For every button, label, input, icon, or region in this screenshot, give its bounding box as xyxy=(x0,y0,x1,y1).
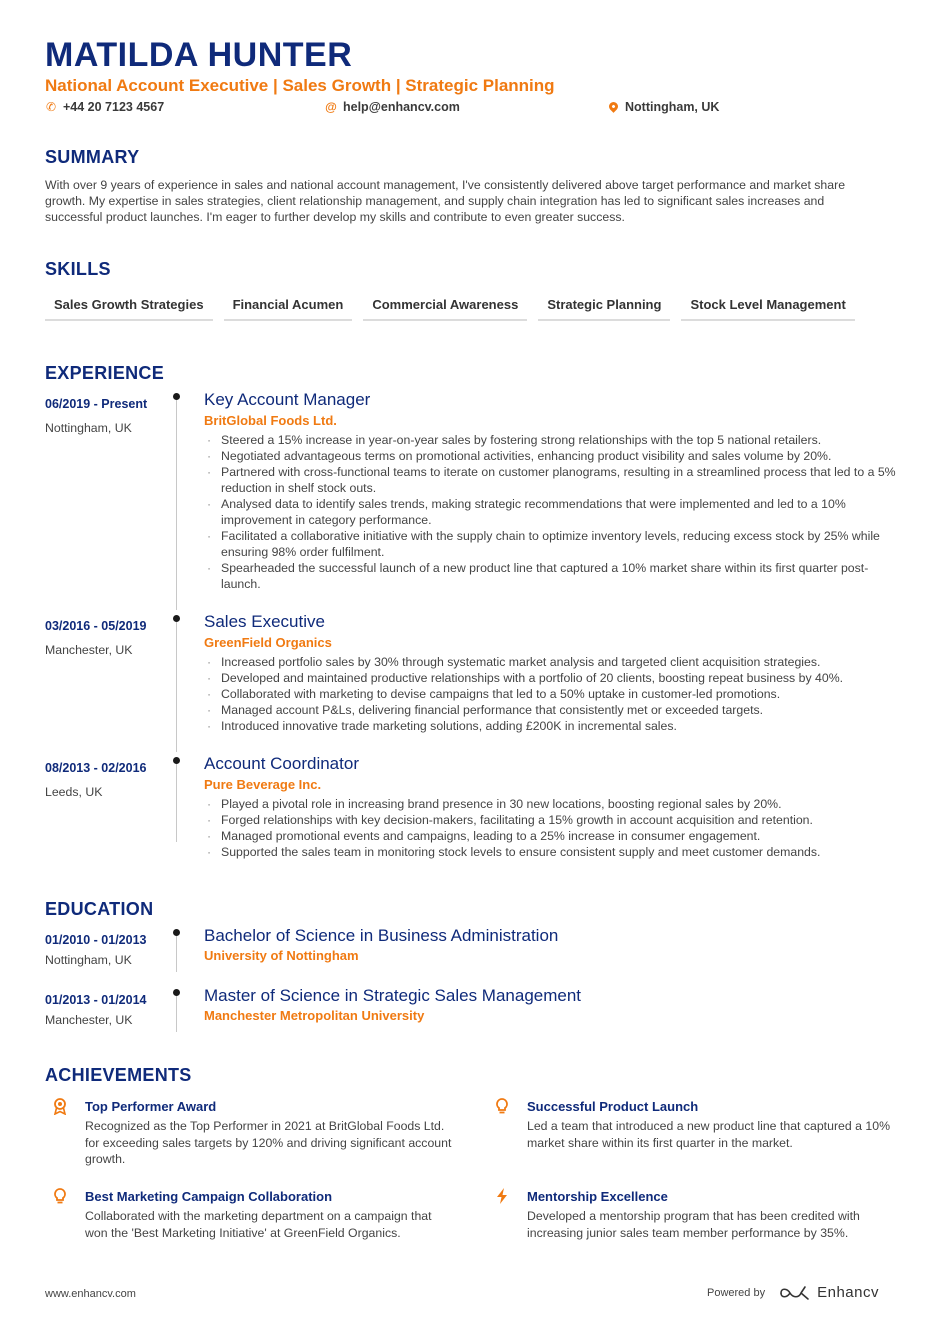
skill-tag: Strategic Planning xyxy=(538,291,670,321)
bullet-item: · Managed promotional events and campaigns, leading to a 25% increase in consumer engagement. xyxy=(204,828,899,844)
experience-body xyxy=(204,753,899,860)
experience-body xyxy=(204,611,899,734)
bullet-item: · Managed account P&Ls, delivering financial performance that consistently met or exceeded targets. xyxy=(204,702,899,718)
timeline-line xyxy=(176,996,177,1032)
bullet-item: · Supported the sales team in monitoring stock levels to ensure consistent supply and meet customer demands. xyxy=(204,844,899,860)
bullet-item: · Spearheaded the successful launch of a new product line that captured a 10% market share within its first quarter post-launch. xyxy=(204,560,899,592)
education-date: 01/2010 - 01/2013 xyxy=(45,933,147,947)
experience-company: BritGlobal Foods Ltd. xyxy=(204,413,337,428)
bullet-item: · Steered a 15% increase in year-on-year sales by fostering strong relationships with the top 5 national retailers. xyxy=(204,432,899,448)
experience-date: 03/2016 - 05/2019 xyxy=(45,619,147,633)
education-degree: Bachelor of Science in Business Administration xyxy=(204,926,559,945)
footer-website-link[interactable]: www.enhancv.com xyxy=(45,1288,136,1300)
skill-tag: Commercial Awareness xyxy=(363,291,527,321)
achievement-title: Successful Product Launch xyxy=(527,1099,699,1114)
bullet-item: · Forged relationships with key decision-makers, facilitating a 15% growth in account acquisition and retention. xyxy=(204,812,899,828)
bullet-item: · Collaborated with marketing to devise campaigns that led to a 50% uptake in customer-led promotions. xyxy=(204,686,899,702)
bullet-item: · Developed and maintained productive relationships with a portfolio of 20 clients, boosting repeat business by 40%. xyxy=(204,670,899,686)
footer-branding xyxy=(707,1284,879,1301)
timeline-line xyxy=(176,764,177,842)
experience-date: 06/2019 - Present xyxy=(45,397,148,411)
candidate-name: MATILDA HUNTER xyxy=(45,36,353,74)
bullet-item: · Negotiated advantageous terms on promotional activities, enhancing product visibility and sales volume by 20%. xyxy=(204,448,899,464)
bullet-item: · Partnered with cross-functional teams to iterate on customer planograms, resulting in a streamlined process that led to a 5% reduction in shelf stock outs. xyxy=(204,464,899,496)
achievement-description: Collaborated with the marketing department on a campaign that won the 'Best Marketing Initiative' at GreenField Organics. xyxy=(85,1209,432,1240)
experience-location: Manchester, UK xyxy=(45,643,133,657)
skill-tag: Sales Growth Strategies xyxy=(45,291,213,321)
education-body xyxy=(204,985,899,1025)
at-sign-icon: @ xyxy=(325,100,337,114)
experience-role: Account Coordinator xyxy=(204,754,359,773)
lightning-icon xyxy=(493,1187,511,1205)
timeline-line xyxy=(176,400,177,610)
achievement-description: Developed a mentorship program that has been credited with increasing junior sales team member performance by 35%. xyxy=(527,1209,860,1240)
education-location: Nottingham, UK xyxy=(45,953,132,967)
contact-phone[interactable] xyxy=(45,100,164,114)
timeline-dot xyxy=(173,615,180,622)
skill-tag: Stock Level Management xyxy=(681,291,854,321)
location-text: Nottingham, UK xyxy=(625,100,720,114)
experience-company: Pure Beverage Inc. xyxy=(204,777,322,792)
email-text: help@enhancv.com xyxy=(343,100,460,114)
candidate-headline: National Account Executive | Sales Growth | Strategic Planning xyxy=(45,76,555,95)
lightbulb-icon xyxy=(493,1097,511,1115)
achievement-description: Led a team that introduced a new product line that captured a 10% market share within its first quarter in the market. xyxy=(527,1119,890,1150)
education-date: 01/2013 - 01/2014 xyxy=(45,993,147,1007)
lightbulb-icon xyxy=(51,1187,69,1205)
experience-bullets xyxy=(204,796,899,860)
section-title-experience: EXPERIENCE xyxy=(45,363,165,383)
experience-body xyxy=(204,389,899,592)
timeline-dot xyxy=(173,989,180,996)
education-location: Manchester, UK xyxy=(45,1013,133,1027)
skills-list xyxy=(45,291,855,321)
enhancv-logo[interactable] xyxy=(779,1284,879,1301)
enhancv-logo-text: Enhancv xyxy=(817,1284,879,1301)
timeline-dot xyxy=(173,757,180,764)
education-degree: Master of Science in Strategic Sales Management xyxy=(204,986,582,1005)
contact-location xyxy=(607,100,719,114)
bullet-item: · Facilitated a collaborative initiative with the supply chain to optimize inventory levels, reducing excess stock by 25% while ensuring 98% order fulfilment. xyxy=(204,528,899,560)
education-school: Manchester Metropolitan University xyxy=(204,1008,425,1023)
achievement-title: Mentorship Excellence xyxy=(527,1189,668,1204)
section-title-summary: SUMMARY xyxy=(45,147,140,167)
bullet-item: · Played a pivotal role in increasing brand presence in 30 new locations, boosting regional sales by 20%. xyxy=(204,796,899,812)
achievement-title: Top Performer Award xyxy=(85,1099,217,1114)
experience-bullets xyxy=(204,432,899,592)
experience-date: 08/2013 - 02/2016 xyxy=(45,761,147,775)
section-title-education: EDUCATION xyxy=(45,899,154,919)
experience-role: Key Account Manager xyxy=(204,390,371,409)
powered-by-label: Powered by xyxy=(707,1286,766,1299)
summary-text: With over 9 years of experience in sales and national account management, I've consistently delivered above target performance and market share growth. My expertise in sales strategies, client relationship management, and supply chain integration has led to significant sales increases and successful product launches. I'm eager to further develop my skills and contribute to even greater success. xyxy=(45,178,846,224)
experience-company: GreenField Organics xyxy=(204,635,332,650)
phone-icon: ✆ xyxy=(45,100,57,114)
achievement-description: Recognized as the Top Performer in 2021 at BritGlobal Foods Ltd. for exceeding sales targets by 120% and driving significant account growth. xyxy=(85,1119,452,1166)
phone-text: +44 20 7123 4567 xyxy=(63,100,165,114)
experience-location: Nottingham, UK xyxy=(45,421,132,435)
achievement-title: Best Marketing Campaign Collaboration xyxy=(85,1189,333,1204)
map-pin-icon xyxy=(607,100,619,114)
skill-tag: Financial Acumen xyxy=(224,291,353,321)
timeline-dot xyxy=(173,929,180,936)
education-school: University of Nottingham xyxy=(204,948,359,963)
bullet-item: · Introduced innovative trade marketing solutions, adding £200K in incremental sales. xyxy=(204,718,899,734)
timeline-dot xyxy=(173,393,180,400)
bullet-item: · Analysed data to identify sales trends, making strategic recommendations that were implemented and led to a 10% improvement in category performance. xyxy=(204,496,899,528)
bullet-item: · Increased portfolio sales by 30% through systematic market analysis and targeted client acquisition strategies. xyxy=(204,654,899,670)
section-title-achievements: ACHIEVEMENTS xyxy=(45,1065,192,1085)
experience-role: Sales Executive xyxy=(204,612,325,631)
enhancv-logo-icon xyxy=(779,1285,811,1301)
award-icon xyxy=(51,1097,69,1115)
experience-location: Leeds, UK xyxy=(45,785,103,799)
experience-bullets xyxy=(204,654,899,734)
timeline-line xyxy=(176,622,177,752)
section-title-skills: SKILLS xyxy=(45,259,111,279)
education-body xyxy=(204,925,899,965)
contact-email[interactable] xyxy=(325,100,460,114)
timeline-line xyxy=(176,936,177,972)
